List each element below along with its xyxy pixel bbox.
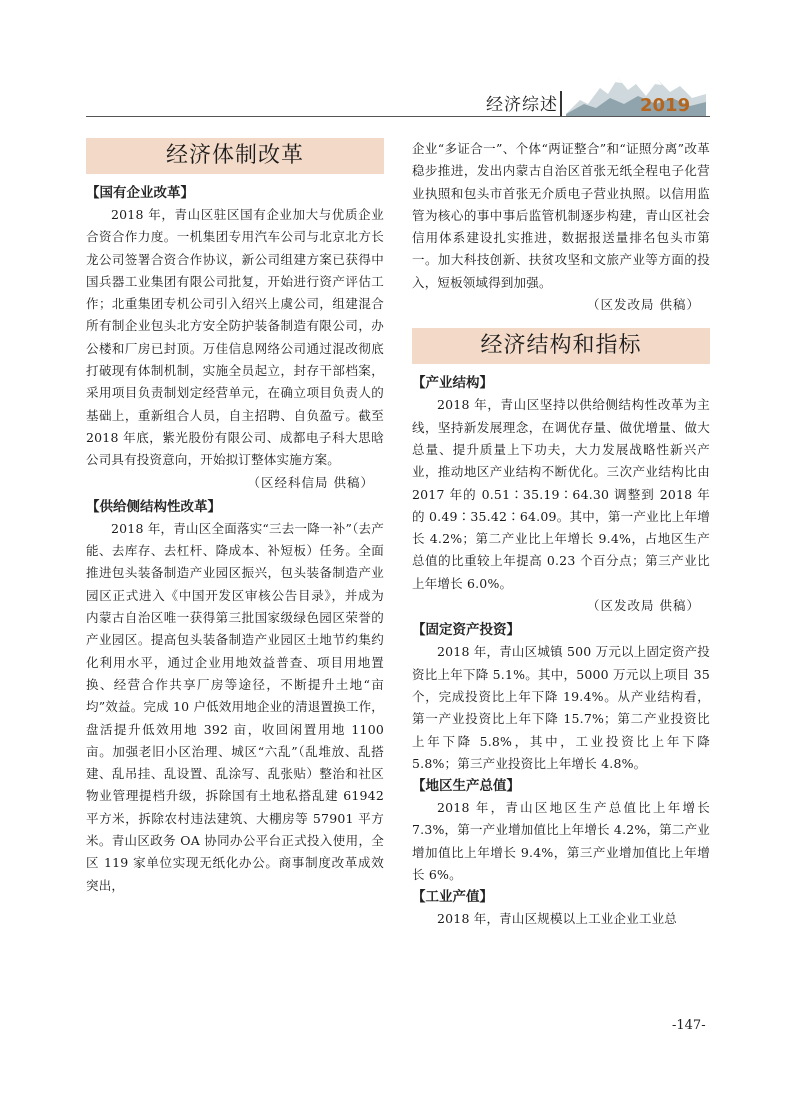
paragraph-supply-side-continued: 企业“多证合一”、个体“两证整合”和“证照分离”改革稳步推进，发出内蒙古自治区首张无纸全程电子化营业执照和包头市首张无介质电子营业执照。以信用监管为核心的事中事后监管机制逐步构建，青山区社会信用体系建设扎实推进，数据报送量排名包头市第一。加大科技创新、扶贫攻坚和文旅产业等方面的投入，短板领域得到加强。 (412, 141, 710, 290)
subheading-industrial-output: 【工业产值】 (412, 889, 493, 906)
subheading-gdp: 【地区生产总值】 (412, 778, 520, 795)
header-rule (86, 116, 710, 117)
section-banner-economic-structure: 经济结构和指标 (412, 328, 710, 364)
credit-line: （区发改局 供稿） (587, 598, 700, 614)
credit-line: （区发改局 供稿） (587, 297, 700, 313)
paragraph-gdp: 2018 年，青山区地区生产总值比上年增长 7.3%，第一产业增加值比上年增长 4.2%，第二产业增加值比上年增长 9.4%，第三产业增加值比上年增长 6%。 (412, 800, 710, 883)
page-number: -147- (672, 1018, 706, 1033)
subheading-soe-reform: 【国有企业改革】 (86, 185, 194, 201)
running-header-title: 经济综述 (486, 95, 558, 115)
paragraph-supply-side-reform: 2018 年，青山区全面落实“三去一降一补”（去产能、去库存、去杠杆、降成本、补短板）任务。全面推进包头装备制造产业园区振兴，包头装备制造产业园区正式进入《中国开发区审核公告目录》，并成为内蒙古自治区唯一获得第三批国家级绿色园区荣誉的产业园区。提高包头装备制造产业园区土地节约集约化利用水平，通过企业用地效益普查、项目用地置换、经营合作共享厂房等途径，不断提升土地“亩均”效益。完成 10 户低效用地企业的清退置换工作，盘活提升低效用地 392 亩，收回闲置用地 1100 亩。加强老旧小区治理、城区“六乱”（乱堆放、乱搭建、乱吊挂、乱设置、乱涂写、乱张贴）整治和社区物业管理提档升级，拆除国有土地私搭乱建 61942 平方米，拆除农村违法建筑、大棚房等 57901 平方米。青山区政务 OA 协同办公平台正式投入使用，全区 119 家单位实现无纸化办公。商事制度改革成效突出， (86, 520, 384, 893)
credit-line: （区经科信局 供稿） (247, 474, 374, 490)
right-column (412, 138, 710, 931)
header-separator (560, 91, 562, 117)
paragraph-fixed-asset-investment: 2018 年，青山区城镇 500 万元以上固定资产投资比上年下降 5.1%。其中，5000 万元以上项目 35 个，完成投资比上年下降 19.4%。从产业结构看，第一产业投资比上年下降 15.7%；第二产业投资比上年下降 5.8%，其中，工业投资比上年下降 5.8%；第三产业投资比上年增长 4.8%。 (412, 644, 710, 771)
section-banner-economic-reform: 经济体制改革 (86, 138, 384, 174)
subheading-fixed-asset-investment: 【固定资产投资】 (412, 622, 520, 639)
header-year: 2019 (640, 95, 691, 116)
subheading-industry-structure: 【产业结构】 (412, 375, 493, 392)
paragraph-industrial-output: 2018 年，青山区规模以上工业企业工业总 (437, 911, 677, 927)
paragraph-industry-structure: 2018 年，青山区坚持以供给侧结构性改革为主线，坚持新发展理念，在调优存量、做优增量、做大总量、提升质量上下功夫，大力发展战略性新兴产业，推动地区产业结构不断优化。三次产业结构比由 2017 年的 0.51∶35.19∶64.30 调整到 2018 年的 0.49∶35.42∶64.09。其中，第一产业比上年增长 4.2%；第二产业比上年增长 9.4%，占地区生产总值的比重较上年提高 0.23 个百分点；第三产业比上年增长 6.0%。 (412, 397, 710, 591)
paragraph-soe-reform: 2018 年，青山区驻区国有企业加大与优质企业合资合作力度。一机集团专用汽车公司与北京北方长龙公司签署合资合作协议，新公司组建方案已获得中国兵器工业集团有限公司批复，开始进行资产评估工作；北重集团专机公司引入绍兴上虞公司，组建混合所有制企业包头北方安全防护装备制造有限公司，办公楼和厂房已封顶。万佳信息网络公司通过混改彻底打破现有体制机制，实施全员起立，封存干部档案，采用项目负责制划定经营单元，在确立项目负责人的基础上，重新组合人员，自主招聘、自负盈亏。截至 2018 年底，紫光股份有限公司、成都电子科大思晗公司具有投资意向，开始拟订整体实施方案。 (86, 207, 384, 468)
subheading-supply-side-reform: 【供给侧结构性改革】 (86, 498, 221, 515)
left-column (86, 138, 384, 897)
